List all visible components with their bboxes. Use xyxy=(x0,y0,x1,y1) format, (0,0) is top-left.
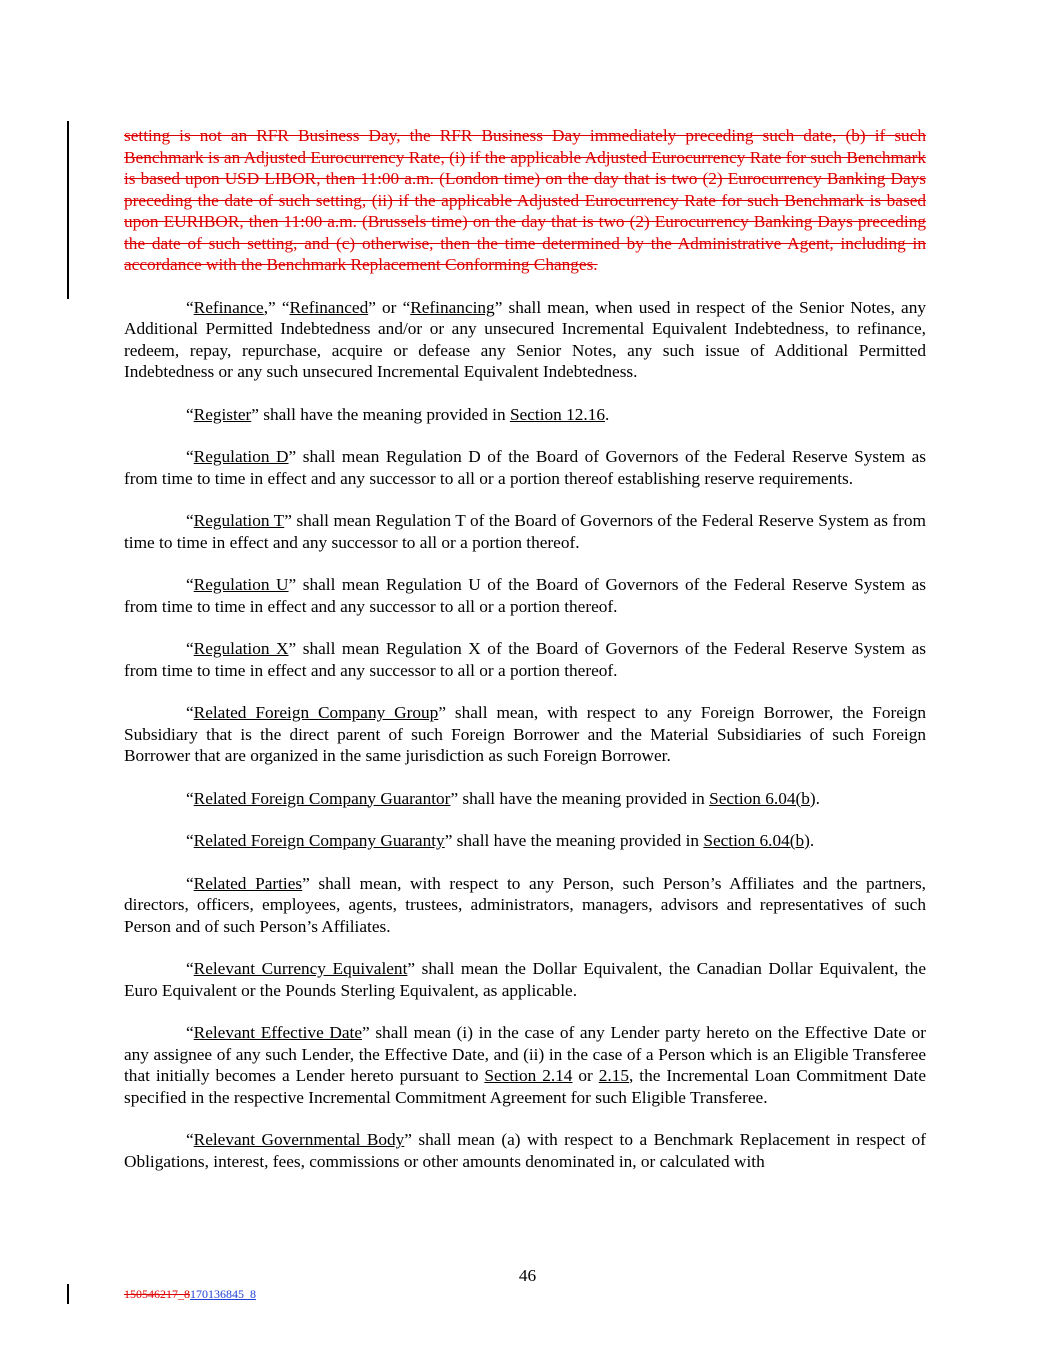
defined-term: Related Parties xyxy=(193,873,303,893)
document-id-old: 150546217_8 xyxy=(124,1287,190,1301)
document-page xyxy=(124,125,926,1172)
change-bar-footer xyxy=(67,1284,69,1304)
defined-term: Related Foreign Company Group xyxy=(193,703,439,722)
definition-relevant-currency-equivalent: “Relevant Currency Equivalent” shall mean the Dollar Equivalent, the Canadian Dollar Equivalent, the Euro Equivalent or the Pounds Sterling Equivalent, as applicable. xyxy=(124,959,926,1000)
section-reference: Section 2.14 xyxy=(484,1066,573,1085)
definition-regulation-d: “Regulation D” shall mean Regulation D of the Board of Governors of the Federal Reserve System as from time to time in effect and any successor to all or a portion thereof establishing reserve requirements. xyxy=(124,447,927,488)
definition-related-foreign-company-guaranty: “Related Foreign Company Guaranty” shall have the meaning provided in Section 6.04(b). xyxy=(186,831,815,850)
defined-term: Related Foreign Company Guaranty xyxy=(193,831,445,850)
defined-term: Related Foreign Company Guarantor xyxy=(193,788,451,808)
definition-register: “Register” shall have the meaning provided in Section 12.16. xyxy=(186,404,610,424)
defined-term: Regulation U xyxy=(193,575,289,594)
document-id-new: 170136845_8 xyxy=(190,1287,256,1301)
section-reference: 2.15 xyxy=(598,1066,629,1085)
defined-term: Refinancing xyxy=(410,297,495,317)
page-number: 46 xyxy=(518,1266,537,1285)
defined-term: Refinance xyxy=(193,297,264,317)
section-reference: Section 12.16 xyxy=(509,404,605,424)
section-reference: Section 6.04(b) xyxy=(709,788,816,808)
defined-term: Register xyxy=(193,404,252,424)
definition-regulation-u: “Regulation U” shall mean Regulation U of the Board of Governors of the Federal Reserve System as from time to time in effect and any successor to all or a portion thereof. xyxy=(124,575,927,616)
defined-term: Regulation T xyxy=(193,511,285,530)
definition-regulation-x: “Regulation X” shall mean Regulation X of the Board of Governors of the Federal Reserve System as from time to time in effect and any successor to all or a portion thereof. xyxy=(124,639,927,680)
defined-term: Relevant Governmental Body xyxy=(193,1130,405,1149)
defined-term: Regulation X xyxy=(193,639,289,658)
defined-term: Regulation D xyxy=(193,447,289,466)
definition-related-foreign-company-guarantor: “Related Foreign Company Guarantor” shall have the meaning provided in Section 6.04(b). xyxy=(186,788,820,808)
definition-refinance: “Refinance,” “Refinanced” or “Refinancing” shall mean, when used in respect of the Senior Notes, any Additional Permitted Indebtedness and/or or any unsecured Incremental Equivalent Indebtedness, to refinance, redeem, repay, repurchase, acquire or defease any Senior Notes, any such issue of Additional Permitted Indebtedness or any such unsecured Incremental Equivalent Indebtedness. xyxy=(124,297,926,381)
defined-term: Relevant Currency Equivalent xyxy=(193,959,408,978)
definition-related-foreign-company-group: “Related Foreign Company Group” shall mean, with respect to any Foreign Borrower, the Foreign Subsidiary that is the direct parent of such Foreign Borrower and the Material Subsidiaries of such Foreign Borrower that are organized in the same jurisdiction as such Foreign Borrower. xyxy=(124,703,926,765)
definition-relevant-governmental-body: “Relevant Governmental Body” shall mean (a) with respect to a Benchmark Replacement in respect of Obligations, interest, fees, commissions or other amounts denominated in, or calculated with xyxy=(124,1130,926,1171)
change-bar-top xyxy=(67,121,69,299)
deleted-paragraph: setting is not an RFR Business Day, the RFR Business Day immediately preceding such date, (b) if such Benchmark is an Adjusted Eurocurrency Rate, (i) if the applicable Adjusted Eurocurrency Rate for such Benchmark is based upon USD LIBOR, then 11:00 a.m. (London time) on the day that is two (2) Eurocurrency Banking Days preceding the date of such setting, (ii) if the applicable Adjusted Eurocurrency Rate for such Benchmark is based upon EURIBOR, then 11:00 a.m. (Brussels time) on the day that is two (2) Eurocurrency Banking Days preceding the date of such setting, and (c) otherwise, then the time determined by the Administrative Agent, including in accordance with the Benchmark Replacement Conforming Changes. xyxy=(124,126,926,274)
document-id xyxy=(124,1287,256,1301)
definition-regulation-t: “Regulation T” shall mean Regulation T of the Board of Governors of the Federal Reserve System as from time to time in effect and any successor to all or a portion thereof. xyxy=(124,511,926,552)
definition-related-parties: “Related Parties” shall mean, with respect to any Person, such Person’s Affiliates and the partners, directors, officers, employees, agents, trustees, administrators, managers, advisors and representatives of such Person and of such Person’s Affiliates. xyxy=(124,873,926,936)
defined-term: Refinanced xyxy=(289,297,369,317)
section-reference: Section 6.04(b) xyxy=(703,831,810,850)
defined-term: Relevant Effective Date xyxy=(193,1023,363,1042)
definition-relevant-effective-date: “Relevant Effective Date” shall mean (i) in the case of any Lender party hereto on the Effective Date or any assignee of any such Lender, the Effective Date, and (ii) in the case of a Person which is an Eligible Transferee that initially becomes a Lender hereto pursuant to Section 2.14 or 2.15, the Incremental Loan Commitment Date specified in the respective Incremental Commitment Agreement for such Eligible Transferee. xyxy=(124,1023,927,1107)
